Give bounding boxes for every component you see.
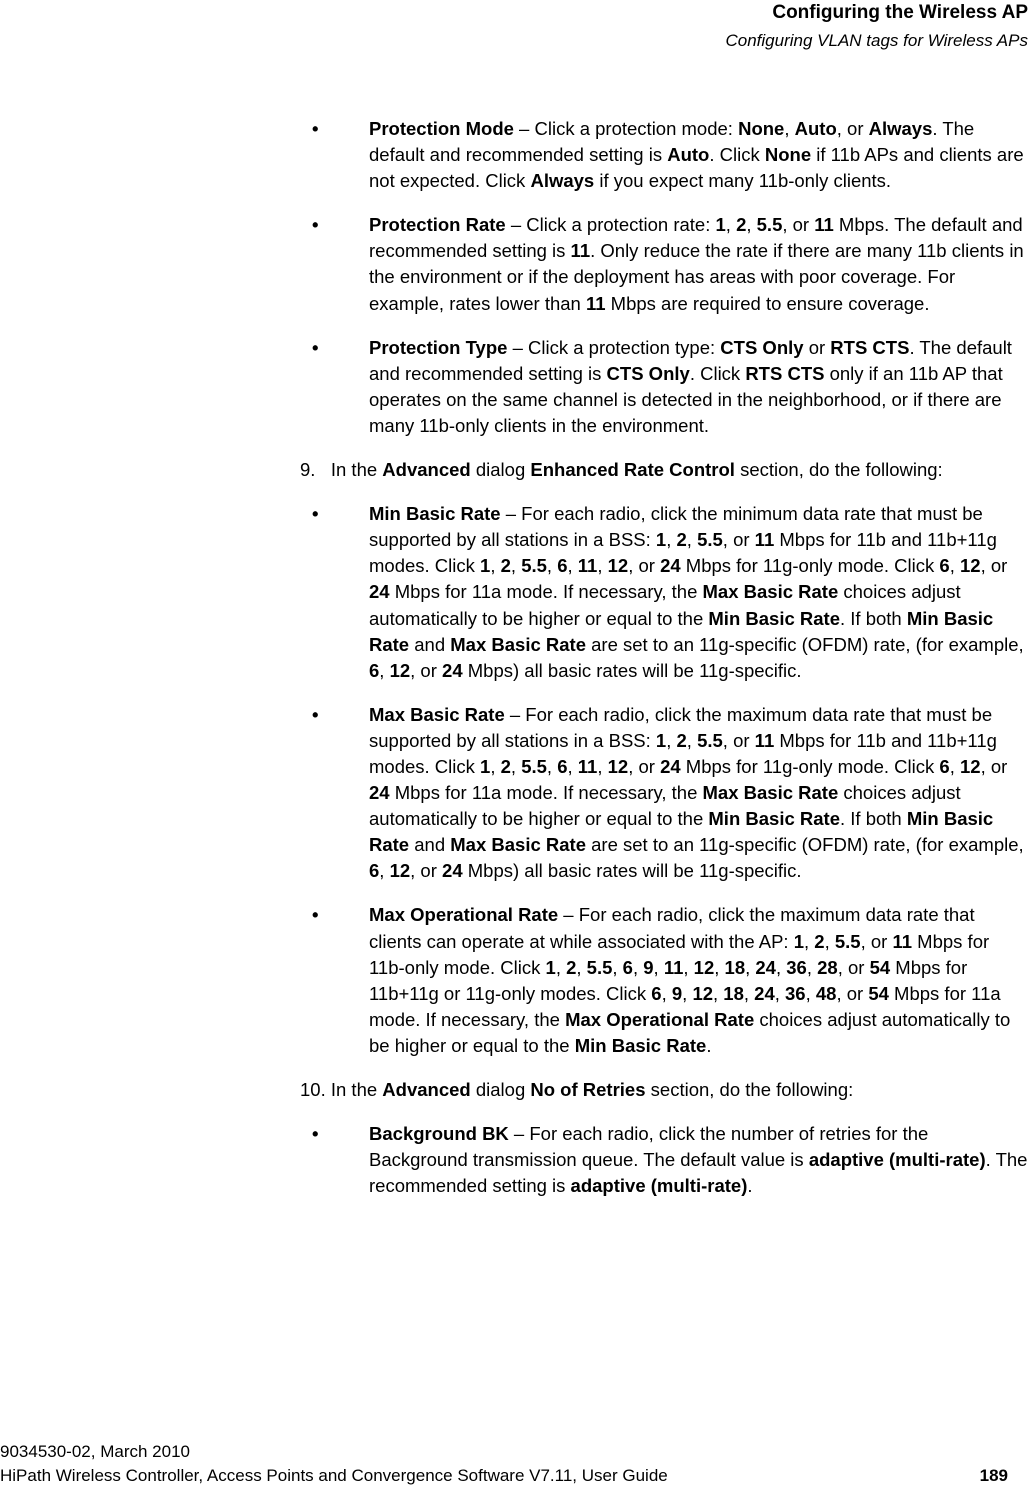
text: ,	[824, 930, 835, 952]
text: ,	[806, 956, 818, 978]
text: choices adjust automatically to be higher or equal to the	[369, 782, 961, 830]
term: Max Operational Rate	[565, 1008, 755, 1030]
text: In the	[330, 459, 383, 481]
page-number: 189	[979, 1466, 1008, 1485]
text: ,	[666, 729, 677, 751]
value: 9	[643, 956, 654, 978]
value: 2	[500, 755, 511, 777]
text: ,	[661, 982, 672, 1004]
text: ,	[546, 755, 558, 777]
value: 6	[557, 555, 568, 577]
text: ,	[510, 755, 522, 777]
text: Mbps for 11a mode. If necessary, the	[369, 982, 1001, 1030]
text: ,	[612, 956, 623, 978]
term: Max Basic Rate	[702, 782, 839, 804]
value: 24	[660, 555, 681, 577]
value: 6	[651, 982, 662, 1004]
text: ,	[683, 956, 694, 978]
text: . If both	[840, 607, 907, 629]
text: ,	[567, 755, 578, 777]
value: 24	[660, 755, 681, 777]
value: Always	[868, 118, 933, 139]
value: 6	[622, 956, 633, 978]
term: Min Basic Rate	[369, 503, 501, 525]
text: , or	[628, 555, 661, 577]
value: 1	[480, 755, 491, 777]
text: . The default and recommended setting is	[369, 118, 975, 166]
text: – For each radio, click the maximum data rate that must be supported by all stations in a BSS:	[369, 703, 993, 751]
value: 24	[442, 659, 463, 681]
text: ,	[686, 729, 698, 751]
value: None	[764, 144, 812, 166]
text: , or	[722, 729, 755, 751]
value: 1	[793, 930, 805, 952]
term: No of Retries	[530, 1079, 646, 1100]
text: ,	[804, 930, 815, 952]
text: Mbps for 11g-only mode. Click	[680, 555, 940, 577]
value: 2	[566, 956, 577, 978]
text: Mbps for 11b and 11b+11g modes. Click	[369, 529, 997, 577]
text: choices adjust automatically to be higher or equal to the	[369, 581, 961, 629]
text: ,	[666, 529, 677, 551]
text: ,	[379, 659, 390, 681]
value: CTS Only	[720, 336, 804, 358]
text: – Click a protection mode:	[513, 118, 739, 139]
section-title: Configuring VLAN tags for Wireless APs	[725, 31, 1028, 50]
text: ,	[714, 956, 725, 978]
text: Mbps for 11a mode. If necessary, the	[389, 581, 703, 603]
value: 12	[959, 555, 981, 577]
value: 1	[655, 729, 667, 751]
text: , or	[836, 982, 869, 1004]
text: Mbps for 11g-only mode. Click	[680, 755, 940, 777]
page-body	[300, 116, 1028, 1217]
text: – For each radio, click the number of retries for the Background transmission queue. The default value is	[369, 1123, 929, 1171]
bullet-marker: •	[312, 118, 319, 139]
text: Mbps are required to ensure coverage.	[605, 292, 930, 314]
bullet-marker: •	[312, 703, 319, 725]
bullet-min-basic-rate	[300, 501, 1028, 684]
value: 24	[755, 956, 776, 978]
step-number: 9.	[300, 459, 316, 481]
text: ,	[567, 555, 578, 577]
text: section, do the following:	[645, 1079, 854, 1100]
text: ,	[949, 755, 960, 777]
term: Max Basic Rate	[369, 703, 505, 725]
value: None	[738, 118, 785, 139]
value: 6	[939, 755, 950, 777]
text: are set to an 11g-specific (OFDM) rate, (for example,	[586, 633, 1024, 655]
value: 6	[557, 755, 568, 777]
text: . Only reduce the rate if there are many 11b clients in the environment or if the deployment has areas with poor coverage. For example, rates lower than	[369, 240, 1024, 314]
text: ,	[686, 529, 698, 551]
term: Background BK	[369, 1123, 509, 1145]
term: Protection Mode	[369, 118, 514, 139]
value: RTS CTS	[830, 336, 910, 358]
text: ,	[653, 956, 664, 978]
term: Protection Type	[369, 336, 508, 358]
value: 12	[389, 860, 411, 882]
text: In the	[330, 1079, 383, 1100]
text: ,	[784, 118, 795, 139]
text: , or	[836, 118, 869, 139]
text: Mbps) all basic rates will be 11g-specific.	[462, 860, 802, 882]
value: 2	[814, 930, 825, 952]
text: , or	[980, 555, 1008, 577]
text: . If both	[840, 808, 907, 830]
text: ,	[725, 214, 737, 236]
term: Advanced	[382, 459, 471, 481]
text: , or	[837, 956, 870, 978]
value: 11	[570, 240, 591, 262]
term: Max Basic Rate	[450, 834, 586, 856]
term: Max Basic Rate	[702, 581, 839, 603]
value: 24	[754, 982, 775, 1004]
text: if 11b APs and clients are not expected. Click	[369, 144, 1024, 192]
bullet-marker: •	[312, 336, 319, 358]
value: 24	[369, 782, 390, 804]
value: 5.5	[697, 729, 723, 751]
term: Max Operational Rate	[369, 904, 559, 926]
bullet-max-operational-rate	[300, 902, 1028, 1059]
term: Enhanced Rate Control	[530, 459, 735, 481]
text: Mbps) all basic rates will be 11g-specific.	[462, 659, 802, 681]
text: only if an 11b AP that operates on the same channel is detected in the neighborhood, or if there are many 11b-only clients in the environment.	[369, 362, 1003, 436]
bullet-protection-type	[300, 335, 1028, 439]
value: 6	[939, 555, 950, 577]
chapter-title: Configuring the Wireless AP	[772, 2, 1028, 23]
text: or	[803, 336, 831, 358]
value: 48	[815, 982, 837, 1004]
document-id: 9034530-02, March 2010	[0, 1442, 190, 1461]
value: 12	[607, 755, 629, 777]
value: 2	[500, 555, 511, 577]
text: section, do the following:	[734, 459, 943, 481]
value: 5.5	[521, 555, 547, 577]
text: Mbps for 11b and 11b+11g modes. Click	[369, 729, 997, 777]
value: RTS CTS	[745, 362, 825, 384]
value: 5.5	[586, 956, 613, 978]
text: , or	[410, 860, 443, 882]
text: and	[409, 834, 451, 856]
value: 12	[607, 555, 629, 577]
text: ,	[632, 956, 644, 978]
value: 36	[786, 956, 807, 978]
running-header	[725, 0, 1028, 53]
text: – For each radio, click the maximum data rate that clients can operate at while associated with the AP:	[369, 904, 975, 952]
text: , or	[722, 529, 755, 551]
text: choices adjust automatically to be higher or equal to the	[369, 1008, 1011, 1056]
text: – Click a protection type:	[507, 336, 721, 358]
value: 28	[817, 956, 838, 978]
text: – For each radio, click the minimum data rate that must be supported by all stations in a BSS:	[369, 503, 983, 551]
value: 11	[754, 729, 775, 751]
value: Auto	[794, 118, 837, 139]
text: . Click	[689, 362, 746, 384]
text: if you expect many 11b-only clients.	[594, 170, 892, 192]
value: 18	[723, 982, 744, 1004]
text: ,	[546, 555, 558, 577]
value: 54	[869, 956, 891, 978]
value: Auto	[667, 144, 710, 166]
value: 2	[676, 729, 687, 751]
bullet-marker: •	[312, 503, 319, 525]
text: , or	[782, 214, 815, 236]
text: ,	[743, 982, 755, 1004]
text: .	[747, 1175, 753, 1197]
term: Protection Rate	[369, 214, 506, 236]
value: 11	[585, 292, 606, 314]
text: Mbps. The default and recommended setting is	[369, 214, 1023, 262]
bullet-marker: •	[312, 1123, 319, 1145]
value: 11	[892, 930, 913, 952]
text: dialog	[470, 1079, 531, 1100]
text: ,	[713, 982, 724, 1004]
value: 12	[693, 956, 715, 978]
value: 11	[814, 214, 834, 236]
bullet-marker: •	[312, 214, 319, 236]
value: 1	[655, 529, 667, 551]
value: 24	[442, 860, 463, 882]
value: 2	[676, 529, 687, 551]
text: ,	[774, 982, 786, 1004]
text: ,	[555, 956, 567, 978]
value: adaptive (multi-rate)	[570, 1175, 748, 1197]
value: 12	[389, 659, 411, 681]
text: .	[706, 1034, 712, 1056]
footer-product-line	[0, 1464, 1034, 1488]
step-9	[300, 457, 1028, 483]
value: 1	[480, 555, 491, 577]
term: Min Basic Rate	[574, 1034, 707, 1056]
step-10	[300, 1077, 1028, 1103]
value: adaptive (multi-rate)	[808, 1149, 986, 1171]
text: are set to an 11g-specific (OFDM) rate, (for example,	[586, 834, 1024, 856]
term: Min Basic Rate	[369, 607, 994, 655]
value: 24	[369, 581, 390, 603]
value: 5.5	[834, 930, 861, 952]
value: 5.5	[697, 529, 723, 551]
text: ,	[490, 555, 501, 577]
value: CTS Only	[606, 362, 690, 384]
value: 36	[785, 982, 806, 1004]
term: Advanced	[382, 1079, 471, 1100]
page-footer	[0, 1440, 1034, 1488]
text: ,	[576, 956, 587, 978]
text: , or	[860, 930, 893, 952]
step-number: 10.	[300, 1079, 326, 1100]
term: Max Basic Rate	[450, 633, 586, 655]
term: Min Basic Rate	[369, 808, 994, 856]
bullet-max-basic-rate	[300, 702, 1028, 885]
text: ,	[490, 755, 501, 777]
term: Min Basic Rate	[708, 607, 840, 629]
value: 12	[692, 982, 714, 1004]
text: ,	[379, 860, 390, 882]
term: Min Basic Rate	[708, 808, 840, 830]
text: ,	[682, 982, 693, 1004]
value: 6	[369, 659, 380, 681]
text: ,	[597, 555, 608, 577]
value: 5.5	[521, 755, 547, 777]
value: 9	[671, 982, 683, 1004]
text: ,	[746, 214, 757, 236]
value: 12	[959, 755, 981, 777]
text: ,	[745, 956, 756, 978]
text: and	[409, 633, 451, 655]
value: 11	[577, 555, 598, 577]
text: . The default and recommended setting is	[369, 336, 1012, 384]
text: , or	[980, 755, 1008, 777]
text: Mbps for 11b+11g or 11g-only modes. Click	[369, 956, 968, 1004]
text: ,	[949, 555, 960, 577]
text: Mbps for 11a mode. If necessary, the	[389, 782, 703, 804]
product-title: HiPath Wireless Controller, Access Points and Convergence Software V7.11, User Guide	[0, 1466, 668, 1485]
text: ,	[805, 982, 816, 1004]
value: 11	[577, 755, 598, 777]
value: 2	[736, 214, 747, 236]
text: ,	[775, 956, 787, 978]
text: dialog	[470, 459, 531, 481]
text: Mbps for 11b-only mode. Click	[369, 930, 990, 978]
value: Always	[530, 170, 595, 192]
text: – Click a protection rate:	[505, 214, 716, 236]
text: ,	[597, 755, 608, 777]
value: 11	[663, 956, 684, 978]
bullet-marker: •	[312, 904, 319, 926]
text: ,	[510, 555, 522, 577]
bullet-background-bk	[300, 1121, 1028, 1199]
bullet-protection-mode	[300, 116, 1028, 194]
value: 1	[715, 214, 726, 236]
text: . The recommended setting is	[369, 1149, 1028, 1197]
text: , or	[410, 659, 443, 681]
value: 11	[754, 529, 775, 551]
bullet-protection-rate	[300, 212, 1028, 316]
value: 6	[369, 860, 380, 882]
text: , or	[628, 755, 661, 777]
value: 1	[545, 956, 556, 978]
value: 54	[868, 982, 889, 1004]
text: . Click	[709, 144, 765, 166]
value: 5.5	[756, 214, 783, 236]
value: 18	[724, 956, 746, 978]
